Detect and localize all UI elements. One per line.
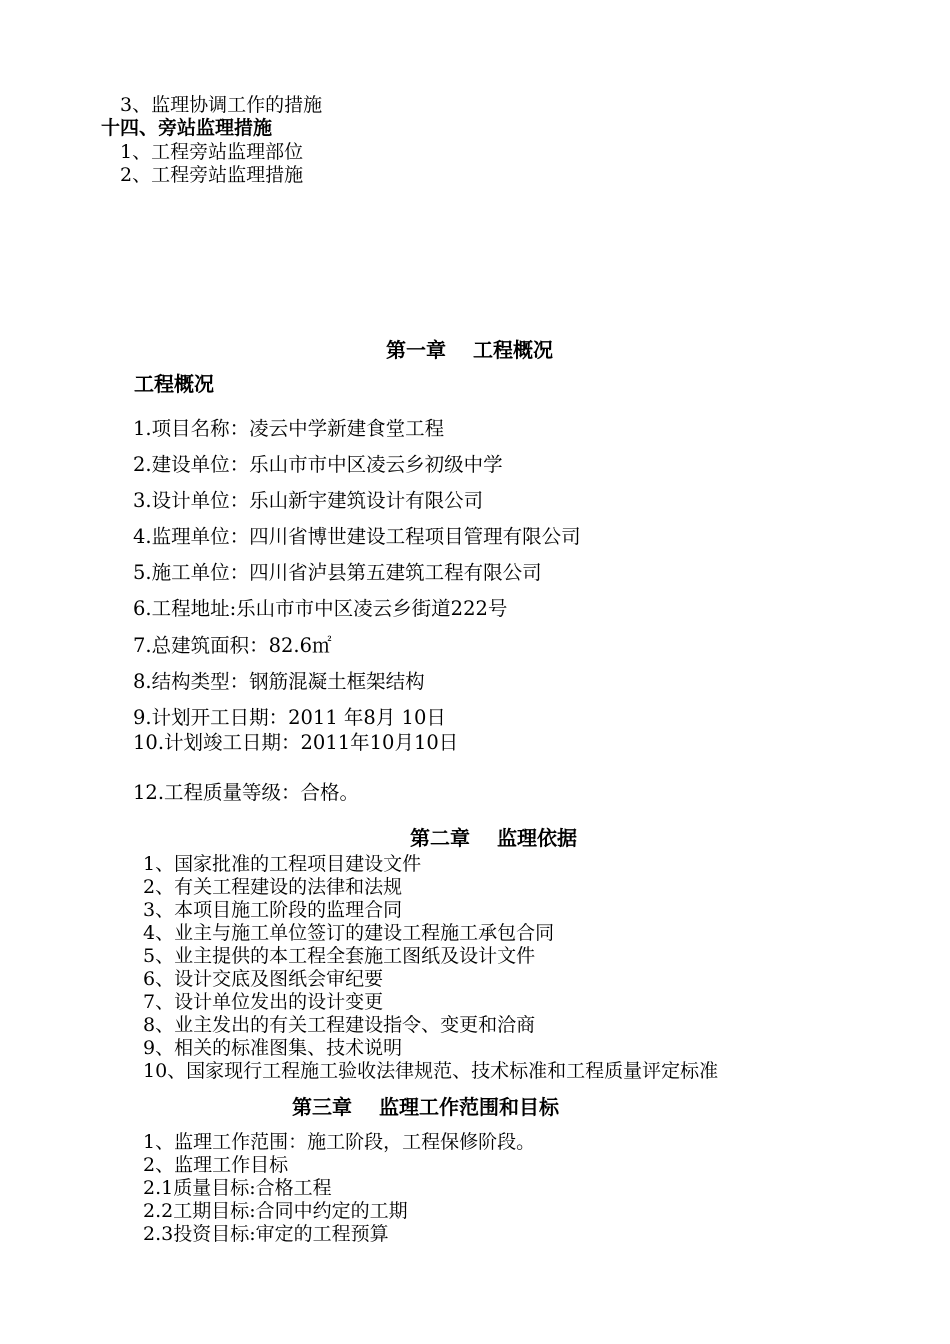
basis-item: 8、业主发出的有关工程建设指令、变更和洽商 (143, 1014, 536, 1036)
project-info-item: 6.工程地址:乐山市市中区凌云乡街道222号 (133, 597, 508, 620)
basis-item: 9、相关的标准图集、技术说明 (143, 1037, 403, 1059)
chapter-1-subtitle: 工程概况 (134, 372, 214, 396)
scope-item: 2.1质量目标:合格工程 (143, 1177, 332, 1199)
project-info-item: 3.设计单位：乐山新宇建筑设计有限公司 (133, 489, 484, 512)
scope-item: 2、监理工作目标 (143, 1154, 289, 1176)
basis-item: 3、本项目施工阶段的监理合同 (143, 899, 403, 921)
project-info-item: 9.计划开工日期：2011 年8月 10日 (133, 706, 446, 729)
basis-item: 4、业主与施工单位签订的建设工程施工承包合同 (143, 922, 555, 944)
scope-item: 1、监理工作范围：施工阶段，工程保修阶段。 (143, 1131, 536, 1153)
project-info-item: 4.监理单位：四川省博世建设工程项目管理有限公司 (133, 525, 581, 548)
basis-item: 2、有关工程建设的法律和法规 (143, 876, 403, 898)
basis-item: 1、国家批准的工程项目建设文件 (143, 853, 422, 875)
project-info-item: 2.建设单位：乐山市市中区凌云乡初级中学 (133, 453, 503, 476)
toc-sub-2: 2、工程旁站监理措施 (120, 164, 304, 186)
project-info-item: 1.项目名称：凌云中学新建食堂工程 (133, 417, 445, 440)
basis-item: 6、设计交底及图纸会审纪要 (143, 968, 384, 990)
project-info-item: 8.结构类型：钢筋混凝土框架结构 (133, 670, 425, 693)
chapter-3-title: 第三章 监理工作范围和目标 (292, 1095, 559, 1119)
scope-item: 2.3投资目标:审定的工程预算 (143, 1223, 389, 1245)
scope-item: 2.2工期目标:合同中约定的工期 (143, 1200, 408, 1222)
project-info-item: 7.总建筑面积：82.6㎡ (133, 634, 332, 657)
basis-item: 7、设计单位发出的设计变更 (143, 991, 384, 1013)
project-info-item: 5.施工单位：四川省泸县第五建筑工程有限公司 (133, 561, 542, 584)
toc-item-3: 3、监理协调工作的措施 (120, 94, 323, 116)
toc-section-14: 十四、旁站监理措施 (101, 117, 273, 139)
chapter-2-title: 第二章 监理依据 (410, 826, 577, 850)
chapter-1-title: 第一章 工程概况 (386, 338, 553, 362)
project-info-item: 12.工程质量等级：合格。 (133, 781, 360, 804)
toc-sub-1: 1、工程旁站监理部位 (120, 141, 304, 163)
basis-item: 10、国家现行工程施工验收法律规范、技术标准和工程质量评定标准 (143, 1060, 719, 1082)
basis-item: 5、业主提供的本工程全套施工图纸及设计文件 (143, 945, 536, 967)
project-info-item: 10.计划竣工日期：2011年10月10日 (133, 731, 459, 754)
